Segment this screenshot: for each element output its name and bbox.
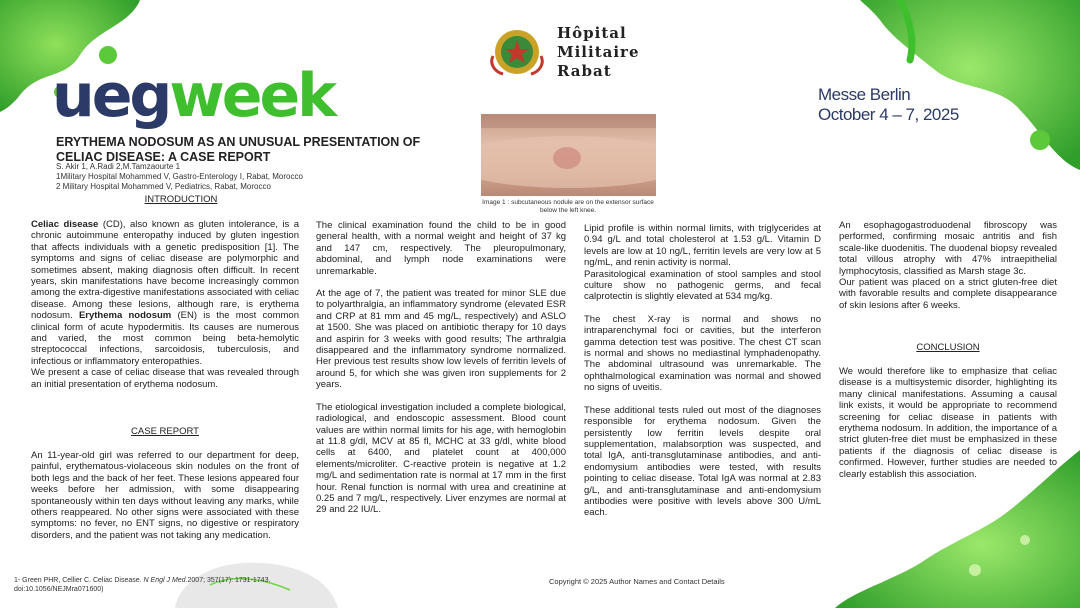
ueg-week-logo (52, 61, 335, 131)
case-report-heading: CASE REPORT (131, 426, 199, 437)
reference-suffix: 2007; 357(17): 1731-1743. (187, 577, 271, 584)
col2-paragraph-2: At the age of 7, the patient was treated for minor SLE due to polyarthralgia, an inflammatory syndrome (elevated ESR and CRP at 81 mm and 45 mg/L, respectively) and ASLO at 1500. She was placed on antibiotic therapy for 10 days and aspirin for 3 weeks with good results; The arthralgia disappeared and the inflammatory syndrome normalized. Her previous test results show low levels of ferritin levels of around 5, for which she was given iron supplements for 2 years. (316, 288, 566, 391)
case-report-column (31, 450, 299, 552)
affiliation-1: 1Military Hospital Mohammed V, Gastro-Enterology I, Rabat, Morocco (56, 172, 303, 181)
affiliation-2: 2 Military Hospital Mohammed V, Pediatrics, Rabat, Morocco (56, 182, 271, 191)
column-3 (584, 223, 821, 530)
col2-paragraph-1: The clinical examination found the child to be in good general health, with a normal weight and height of 37 kg and 147 cm, respectively. The pleuropulmonary, abdominal, and lymph node examinations were unremarkable. (316, 220, 566, 277)
reference-prefix: 1- Green PHR, Cellier C. Celiac Disease. (14, 577, 144, 584)
col3-paragraph-1: Lipid profile is within normal limits, with triglycerides at 0.94 g/L and total cholesterol at 1.53 g/L. Vitamin D levels are low at 10 ng/L, ferritin levels are very low at 5 ng/mL, and renin activity is normal. (584, 223, 821, 269)
hospital-name-line3: Rabat (557, 62, 612, 80)
event-venue: Messe Berlin (818, 85, 911, 104)
case-paragraph-1: An 11-year-old girl was referred to our department for deep, painful, erythematous-violaceous skin nodules on the front of both legs and the back of her feet. These lesions appeared four weeks before her admission, with some disappearing spontaneously within ten days without leaving any marks, while others reappeared. No other signs were associated with these symptoms: no fever, no ENT signs, no digestive or respiratory disorders, and the patient was not taking any medication. (31, 450, 299, 541)
reference-doi: doi:10.1056/NEJMra071600) (14, 586, 104, 593)
copyright: Copyright © 2025 Author Names and Contact Details (549, 577, 725, 586)
hospital-name (557, 24, 640, 81)
hospital-name-line2: Militaire (557, 43, 640, 61)
reference-journal: N Engl J Med. (143, 577, 188, 584)
intro-text-1: (CD), also known as gluten intolerance, is a chronic autoimmune enteropathy induced by gluten ingestion that affects individuals with a genetic predisposition [1]. The symptoms and signs of celiac disease are polymorphic and sometimes absent, making diagnosis often difficult. In recent years, skin manifestations have become increasingly common among the extra-digestive manifestations associated with celiac disease. Among these lesions, although rare, is erythema nodosum. (31, 219, 299, 322)
event-info (818, 85, 959, 125)
poster-title-line1: ERYTHEMA NODOSUM AS AN UNUSUAL PRESENTATION OF (56, 135, 421, 149)
term-erythema-nodosum: Erythema nodosum (78, 310, 172, 322)
conclusion-heading: CONCLUSION (916, 342, 980, 353)
col2-paragraph-3: The etiological investigation included a complete biological, radiological, and endoscopic assessment. Blood count values are within normal limits for his age, with hemoglobin at 11.8 g/dl, MCV at 85 fl, MCHC at 33 g/dl, white blood cells at 6400, and platelet count at 400,000 elements/microliter. C-reactive protein is negative at 1.2 mg/L and sedimentation rate is normal at 17 mm in the first hour. Renal function is normal with urea and creatinine at 0.25 and 7 mg/L, respectively. Liver enzymes are normal at 29 and 22 IU/L. (316, 401, 566, 516)
col3-paragraph-2: Parasitological examination of stool samples and stool culture show no pathogenic germs, and fecal calprotectin is slightly elevated at 534 mg/kg. (584, 268, 821, 303)
column-1 (31, 219, 299, 401)
hospital-name-line1: Hôpital (557, 24, 627, 42)
col3-paragraph-3: The chest X-ray is normal and shows no intraparenchymal foci or cavities, but the interferon gamma detection test was positive. The chest CT scan is normal and shows no mediastinal lymphadenopathy. The abdominal ultrasound was unremarkable. The ophthalmological examination was normal and showed no signs of uveitis. (584, 313, 821, 394)
col3-paragraph-4: These additional tests ruled out most of the diagnoses responsible for erythema nodosum. Given the persistently low ferritin levels despite oral supplementation, malabsorption was suspected, and total IgA, anti-transglutaminase antibodies, and anti-endomysium antibodies were tested, with results pointing to celiac disease. Total IgA was normal at 2.83 g/L, and anti-transglutaminase and anti-endomysium antibodies were positive with levels above 300 U/mL each. (584, 404, 821, 519)
clinical-photo (481, 114, 656, 196)
logo-week: week (169, 61, 335, 131)
column-4 (839, 220, 1057, 322)
intro-paragraph-1 (31, 219, 299, 367)
term-celiac-disease: Celiac disease (31, 219, 99, 230)
authors-block (56, 162, 303, 192)
hospital-emblem-icon (487, 26, 547, 78)
knee-nodule-image (481, 114, 656, 196)
reference (14, 576, 270, 594)
authors: S. Akir 1, A.Radi 2,M.Tamzaourte 1 (56, 162, 181, 171)
intro-text-1b: (EN) is the most common clinical form of acute hypodermitis. Its causes are numerous and varied, the most common being beta-hemolytic streptococcal infections, sarcoidosis, tuberculosis, and infectious or inflammatory enteropathies. (31, 310, 299, 367)
col4-paragraph-1: An esophagogastroduodenal fibroscopy was performed, confirming mosaic antritis and fish scale-like duodenitis. The duodenal biopsy revealed total villous atrophy with 47% intraepithelial lymphocytosis, classified as Marsh stage 3c. (839, 220, 1057, 277)
conclusion-paragraph: We would therefore like to emphasize that celiac disease is a multisystemic disorder, highlighting its many clinical manifestations. Assuming a causal link exists, it would be appropriate to recommend screening for celiac disease in patients with erythema nodosum. In addition, the importance of a strict gluten-free diet must be emphasized in these patients if the diagnosis of celiac disease is confirmed. However, further studies are needed to clearly establish this association. (839, 366, 1057, 480)
poster-title (56, 135, 436, 165)
intro-paragraph-2: We present a case of celiac disease that was revealed through an initial presentation of erythema nodosum. (31, 367, 299, 390)
col4-paragraph-2: Our patient was placed on a strict gluten-free diet with favorable results and complete disappearance of skin lesions after 6 weeks. (839, 277, 1057, 311)
event-dates: October 4 – 7, 2025 (818, 105, 959, 124)
poster-title-line2: CELIAC DISEASE: A CASE REPORT (56, 150, 271, 164)
figure-caption: Image 1 : subcutaneous nodule are on the extensor surface below the left knee. (482, 199, 654, 214)
logo-ueg: ueg (52, 61, 170, 131)
introduction-heading: INTRODUCTION (144, 194, 218, 205)
column-2 (316, 220, 566, 527)
conclusion-column (839, 366, 1057, 491)
